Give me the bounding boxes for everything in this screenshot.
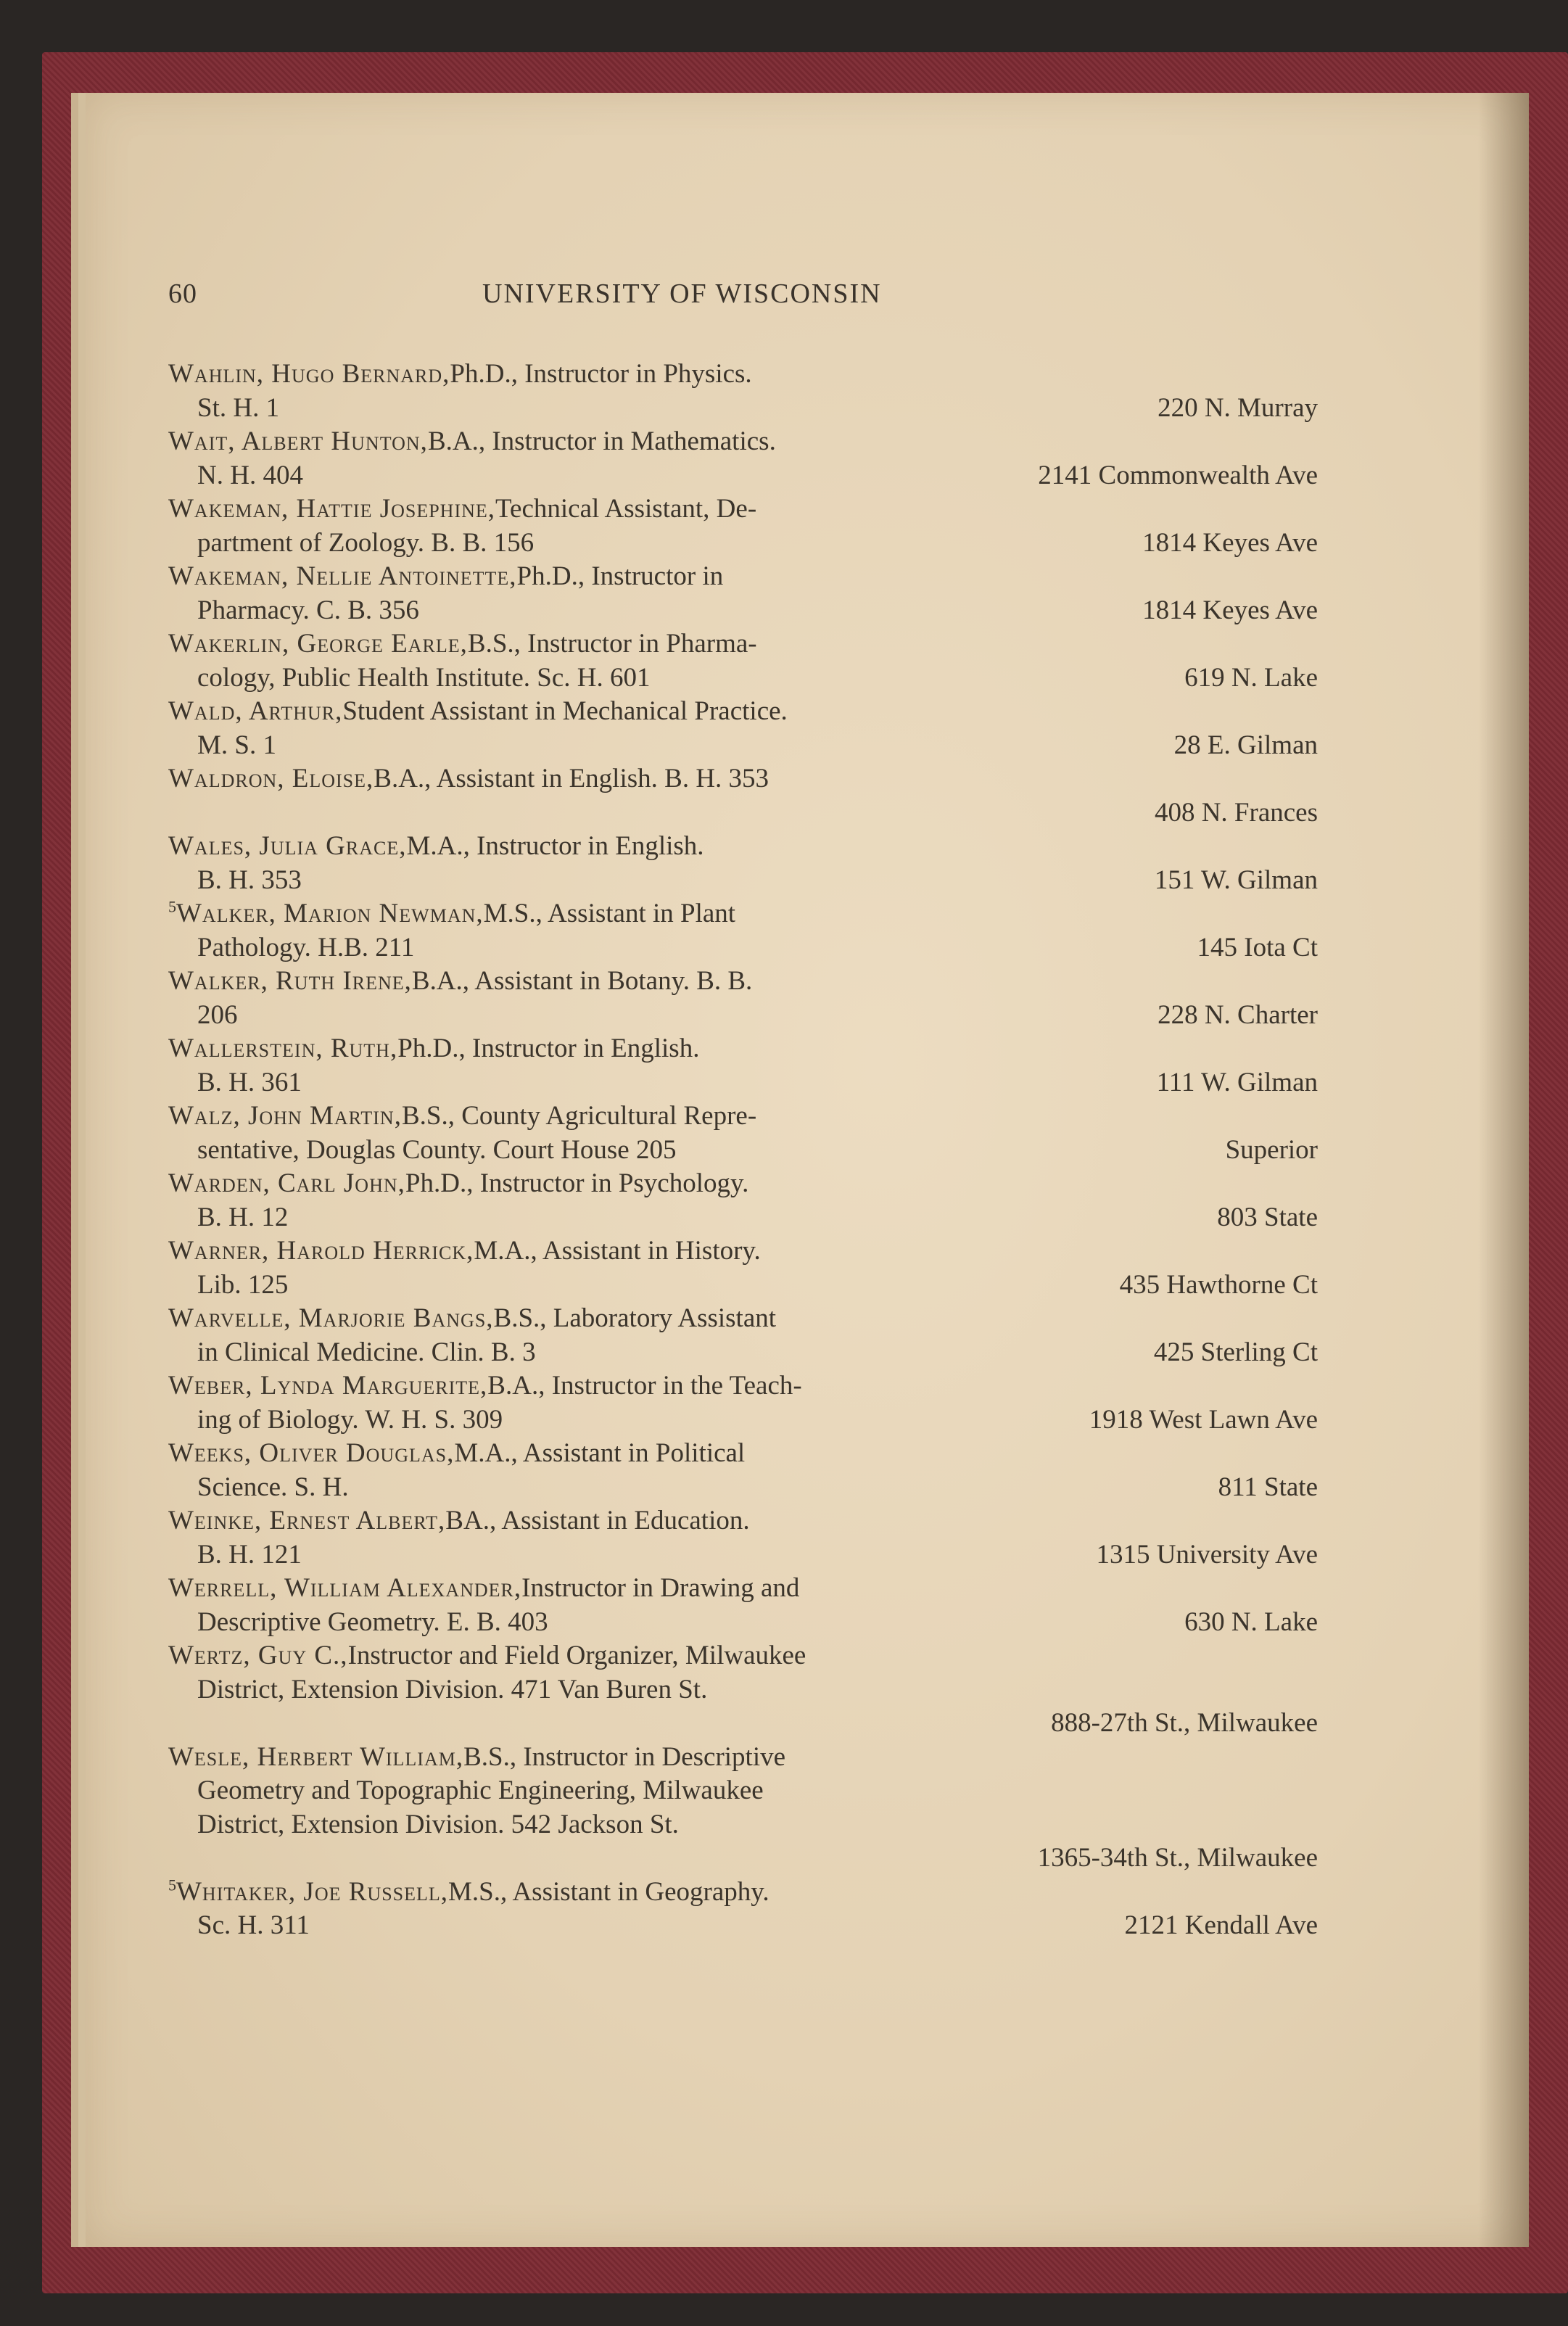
entry-text: 206 [197, 999, 238, 1030]
entry-continuation-line [168, 1673, 1318, 1707]
page-number: 60 [168, 279, 197, 309]
footnote-marker: 5 [168, 897, 176, 916]
entry-address: 1918 West Lawn Ave [1089, 1404, 1318, 1435]
entry-text: BA., Assistant in Education. [445, 1506, 750, 1535]
entry-continuation-line [168, 1403, 1318, 1438]
entry-name: Warner, Harold Herrick, [168, 1236, 474, 1266]
entry-text: Student Assistant in Mechanical Practice. [342, 696, 788, 726]
entry-text: M.S., Assistant in Plant [483, 899, 736, 928]
directory-entry [168, 1032, 1318, 1100]
entry-continuation-line [168, 661, 1318, 696]
entry-continuation-line [168, 594, 1318, 628]
entry-continuation-line [168, 931, 1318, 965]
entry-address: Superior [1225, 1134, 1318, 1165]
entry-text: M.A., Assistant in History. [474, 1236, 761, 1266]
entry-text: B.A., Instructor in Mathematics. [427, 426, 776, 456]
entry-continuation-line [168, 1774, 1318, 1808]
entry-text: M.A., Instructor in English. [406, 831, 704, 861]
entry-name: Wait, Albert Hunton, [168, 426, 428, 456]
directory-entry [168, 1504, 1318, 1572]
directory-entries [168, 358, 1318, 1943]
entry-name: Weber, Lynda Marguerite, [168, 1371, 488, 1401]
entry-text: sentative, Douglas County. Court House 205 [197, 1134, 677, 1165]
entry-address: 888-27th St., Milwaukee [1051, 1708, 1318, 1738]
entry-first-line [168, 1504, 1318, 1538]
entry-address: 2121 Kendall Ave [1124, 1910, 1318, 1940]
entry-text: partment of Zoology. B. B. 156 [197, 527, 535, 558]
entry-text: M.A., Assistant in Political [454, 1438, 746, 1468]
entry-address: 220 N. Murray [1158, 392, 1318, 423]
entry-continuation-line [168, 1808, 1318, 1842]
entry-text: B. H. 12 [197, 1202, 289, 1232]
directory-entry [168, 830, 1318, 897]
entry-text: District, Extension Division. 471 Van Buren St. [197, 1674, 708, 1704]
entry-address: 1814 Keyes Ave [1142, 595, 1318, 625]
directory-entry [168, 1167, 1318, 1234]
directory-entry [168, 695, 1318, 762]
directory-entry [168, 1100, 1318, 1167]
entry-first-line [168, 897, 1318, 931]
directory-entry [168, 1234, 1318, 1302]
entry-first-line [168, 1302, 1318, 1336]
entry-text: M.S., Assistant in Geography. [448, 1876, 769, 1907]
entry-address: 1315 University Ave [1096, 1539, 1318, 1570]
entry-text: Descriptive Geometry. E. B. 403 [197, 1607, 548, 1637]
entry-name: Weeks, Oliver Douglas, [168, 1438, 455, 1468]
entry-name: Wald, Arthur, [168, 696, 343, 726]
entry-text: B.A., Instructor in the Teach- [487, 1371, 802, 1401]
entry-continuation-line [168, 1336, 1318, 1370]
entry-name: Wakerlin, George Earle, [168, 629, 468, 659]
directory-entry [168, 560, 1318, 627]
entry-continuation-line [168, 999, 1318, 1033]
entry-first-line [168, 1032, 1318, 1066]
entry-address: 1814 Keyes Ave [1142, 527, 1318, 558]
entry-address: 151 W. Gilman [1154, 865, 1318, 895]
entry-address: 111 W. Gilman [1156, 1067, 1318, 1097]
entry-name: Waldron, Eloise, [168, 764, 374, 793]
entry-name: Warden, Carl John, [168, 1168, 405, 1198]
entry-continuation-line [168, 1538, 1318, 1572]
entry-text: B.S., Instructor in Pharma- [467, 629, 757, 659]
entry-first-line [168, 1234, 1318, 1269]
entry-first-line [168, 965, 1318, 999]
entry-text: Sc. H. 311 [197, 1910, 310, 1940]
entry-text: B.A., Assistant in Botany. B. B. [411, 966, 753, 996]
entry-text: B.S., Instructor in Descriptive [463, 1741, 786, 1772]
directory-entry [168, 358, 1318, 425]
entry-first-line [168, 1437, 1318, 1471]
directory-entry [168, 1572, 1318, 1639]
entry-text: Ph.D., Instructor in Physics. [450, 359, 752, 389]
entry-address: 811 State [1218, 1472, 1318, 1502]
entry-first-line [168, 492, 1318, 527]
entry-first-line [168, 1369, 1318, 1403]
directory-entry [168, 1369, 1318, 1437]
entry-text: Ph.D., Instructor in [516, 561, 724, 591]
entry-address: 619 N. Lake [1184, 662, 1318, 693]
entry-name: Weinke, Ernest Albert, [168, 1506, 446, 1535]
directory-entry [168, 492, 1318, 560]
entry-text: Science. S. H. [197, 1472, 349, 1502]
entry-text: ing of Biology. W. H. S. 309 [197, 1404, 503, 1435]
entry-first-line [168, 1639, 1318, 1673]
entry-text: Ph.D., Instructor in Psychology. [405, 1168, 749, 1198]
entry-address: 803 State [1217, 1202, 1318, 1232]
entry-first-line [168, 358, 1318, 392]
entry-text: B. H. 121 [197, 1539, 302, 1570]
entry-continuation-line [168, 1269, 1318, 1303]
entry-text: Instructor and Field Organizer, Milwaukee [347, 1641, 806, 1670]
entry-continuation-line [168, 796, 1318, 830]
entry-name: Walz, John Martin, [168, 1101, 402, 1131]
entry-address: 145 Iota Ct [1197, 932, 1318, 962]
entry-name: Wesle, Herbert William, [168, 1741, 464, 1772]
entry-name: Walker, Marion Newman, [176, 899, 484, 928]
entry-address: 28 E. Gilman [1173, 730, 1318, 760]
entry-address: 630 N. Lake [1184, 1607, 1318, 1637]
entry-continuation-line [168, 1201, 1318, 1235]
entry-text: cology, Public Health Institute. Sc. H. 601 [197, 662, 651, 693]
entry-continuation-line [168, 1066, 1318, 1100]
page-gutter-shadow [1478, 93, 1529, 2247]
entry-address: 425 Sterling Ct [1153, 1337, 1318, 1367]
entry-continuation-line [168, 1134, 1318, 1168]
entry-continuation-line [168, 729, 1318, 763]
entry-text: Pharmacy. C. B. 356 [197, 595, 419, 625]
entry-address: 408 N. Frances [1154, 797, 1318, 828]
directory-entry [168, 762, 1318, 830]
entry-first-line [168, 1741, 1318, 1775]
entry-first-line [168, 1876, 1318, 1910]
entry-address: 2141 Commonwealth Ave [1038, 460, 1318, 490]
page-header [0, 278, 1568, 321]
entry-continuation-line [168, 392, 1318, 426]
footnote-marker: 5 [168, 1876, 176, 1894]
entry-address: 435 Hawthorne Ct [1119, 1269, 1318, 1300]
directory-entry [168, 897, 1318, 965]
entry-first-line [168, 425, 1318, 459]
entry-text: Geometry and Topographic Engineering, Milwaukee [197, 1776, 764, 1805]
entry-first-line [168, 1572, 1318, 1606]
entry-name: Walker, Ruth Irene, [168, 966, 412, 996]
entry-continuation-line [168, 1606, 1318, 1640]
entry-continuation-line [168, 1707, 1318, 1741]
entry-text: B.S., County Agricultural Repre- [401, 1101, 757, 1131]
entry-continuation-line [168, 1909, 1318, 1943]
directory-entry [168, 1302, 1318, 1369]
entry-text: Lib. 125 [197, 1269, 289, 1300]
entry-first-line [168, 830, 1318, 864]
entry-text: B.A., Assistant in English. B. H. 353 [374, 764, 769, 793]
entry-address: 1365-34th St., Milwaukee [1037, 1843, 1318, 1873]
entry-name: Wakeman, Nellie Antoinette, [168, 561, 517, 591]
entry-text: in Clinical Medicine. Clin. B. 3 [197, 1337, 536, 1367]
entry-first-line [168, 627, 1318, 661]
entry-first-line [168, 1100, 1318, 1134]
entry-name: Wakeman, Hattie Josephine, [168, 494, 496, 524]
entry-text: Instructor in Drawing and [521, 1573, 800, 1603]
entry-continuation-line [168, 459, 1318, 493]
entry-text: St. H. 1 [197, 392, 280, 423]
directory-entry [168, 1639, 1318, 1741]
directory-entry [168, 1741, 1318, 1876]
entry-text: B.S., Laboratory Assistant [493, 1303, 777, 1333]
entry-text: B. H. 361 [197, 1067, 302, 1097]
directory-entry [168, 965, 1318, 1032]
entry-name: Wertz, Guy C., [168, 1641, 348, 1670]
entry-name: Whitaker, Joe Russell, [176, 1876, 449, 1907]
entry-first-line [168, 762, 1318, 796]
entry-name: Werrell, William Alexander, [168, 1573, 522, 1603]
entry-text: N. H. 404 [197, 460, 303, 490]
entry-text: Ph.D., Instructor in English. [397, 1034, 700, 1063]
entry-text: M. S. 1 [197, 730, 276, 760]
entry-name: Wales, Julia Grace, [168, 831, 407, 861]
directory-entry [168, 627, 1318, 695]
entry-first-line [168, 1167, 1318, 1201]
entry-continuation-line [168, 864, 1318, 898]
entry-address: 228 N. Charter [1158, 999, 1318, 1030]
entry-first-line [168, 560, 1318, 594]
entry-first-line [168, 695, 1318, 729]
directory-entry [168, 1437, 1318, 1504]
entry-name: Wahlin, Hugo Bernard, [168, 359, 450, 389]
entry-text: Pathology. H.B. 211 [197, 932, 415, 962]
directory-entry [168, 425, 1318, 492]
entry-text: Technical Assistant, De- [495, 494, 757, 524]
entry-continuation-line [168, 1842, 1318, 1876]
running-title: UNIVERSITY OF WISCONSIN [482, 279, 882, 309]
entry-continuation-line [168, 1471, 1318, 1505]
entry-text: District, Extension Division. 542 Jackson St. [197, 1809, 679, 1839]
entry-name: Warvelle, Marjorie Bangs, [168, 1303, 494, 1333]
directory-entry [168, 1876, 1318, 1943]
entry-name: Wallerstein, Ruth, [168, 1034, 398, 1063]
entry-text: B. H. 353 [197, 865, 302, 895]
entry-continuation-line [168, 527, 1318, 561]
